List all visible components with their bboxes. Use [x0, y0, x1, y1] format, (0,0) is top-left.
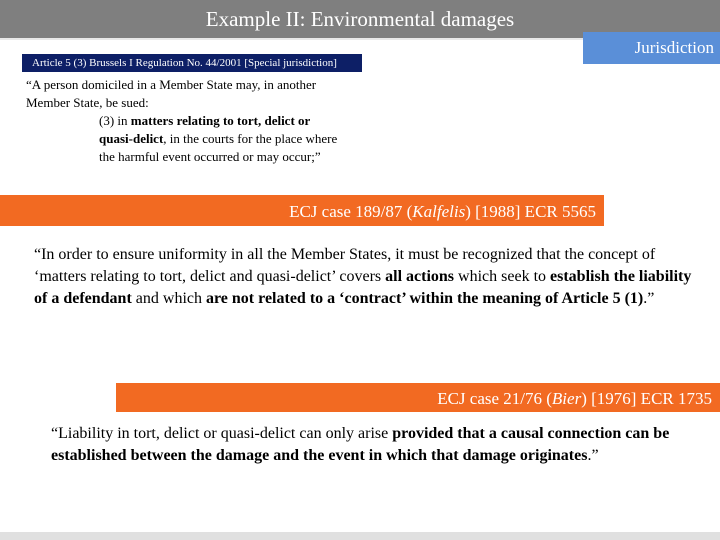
slide-title: Example II: Environmental damages [0, 0, 720, 38]
quote-emphasis: establish the liability of a defendant [34, 268, 692, 307]
quote-text: and which [131, 290, 206, 307]
case-heading-kalfelis [0, 195, 604, 226]
article-quote-item [26, 112, 339, 166]
article-quote [26, 76, 356, 166]
article-quote-intro: “A person domiciled in a Member State may, in another Member State, be sued: [26, 77, 317, 110]
quote-text: “In order to ensure uniformity in all the Member States, it must be recognized that the concept of ‘matters relating to tort, delict and quasi-delict’ covers [34, 246, 656, 285]
bier-quote [51, 423, 711, 467]
kalfelis-quote [34, 244, 702, 310]
case-heading-bier [116, 383, 720, 412]
case-citation: ) [1976] ECR 1735 [581, 389, 712, 408]
article-label: Article 5 (3) Brussels I Regulation No. 44/2001 [Special jurisdiction] [22, 54, 362, 72]
case-name: Bier [551, 389, 582, 408]
quote-emphasis: provided that a causal connection can be established between the damage and the event in which that damage originates [51, 425, 670, 464]
footer-bar [0, 532, 720, 540]
jurisdiction-label: Jurisdiction [583, 32, 720, 64]
quote-text: , in the courts for the place where the harmful event occurred or may occur;” [99, 131, 338, 164]
case-citation: ECJ case 189/87 ( [289, 202, 413, 221]
case-citation: ECJ case 21/76 ( [437, 389, 552, 408]
quote-text: “Liability in tort, delict or quasi-delict can only arise [51, 425, 393, 442]
quote-text: (3) in [99, 113, 131, 128]
quote-text: which seek to [454, 268, 551, 285]
quote-emphasis: all actions [385, 268, 455, 285]
quote-emphasis: are not related to a ‘contract’ within the meaning of Article 5 (1) [205, 290, 644, 307]
quote-emphasis: matters relating to tort, delict or quasi-delict [99, 113, 311, 146]
case-name: Kalfelis [412, 202, 466, 221]
case-citation: ) [1988] ECR 5565 [465, 202, 596, 221]
quote-text: .” [587, 447, 599, 464]
quote-text: .” [643, 290, 655, 307]
